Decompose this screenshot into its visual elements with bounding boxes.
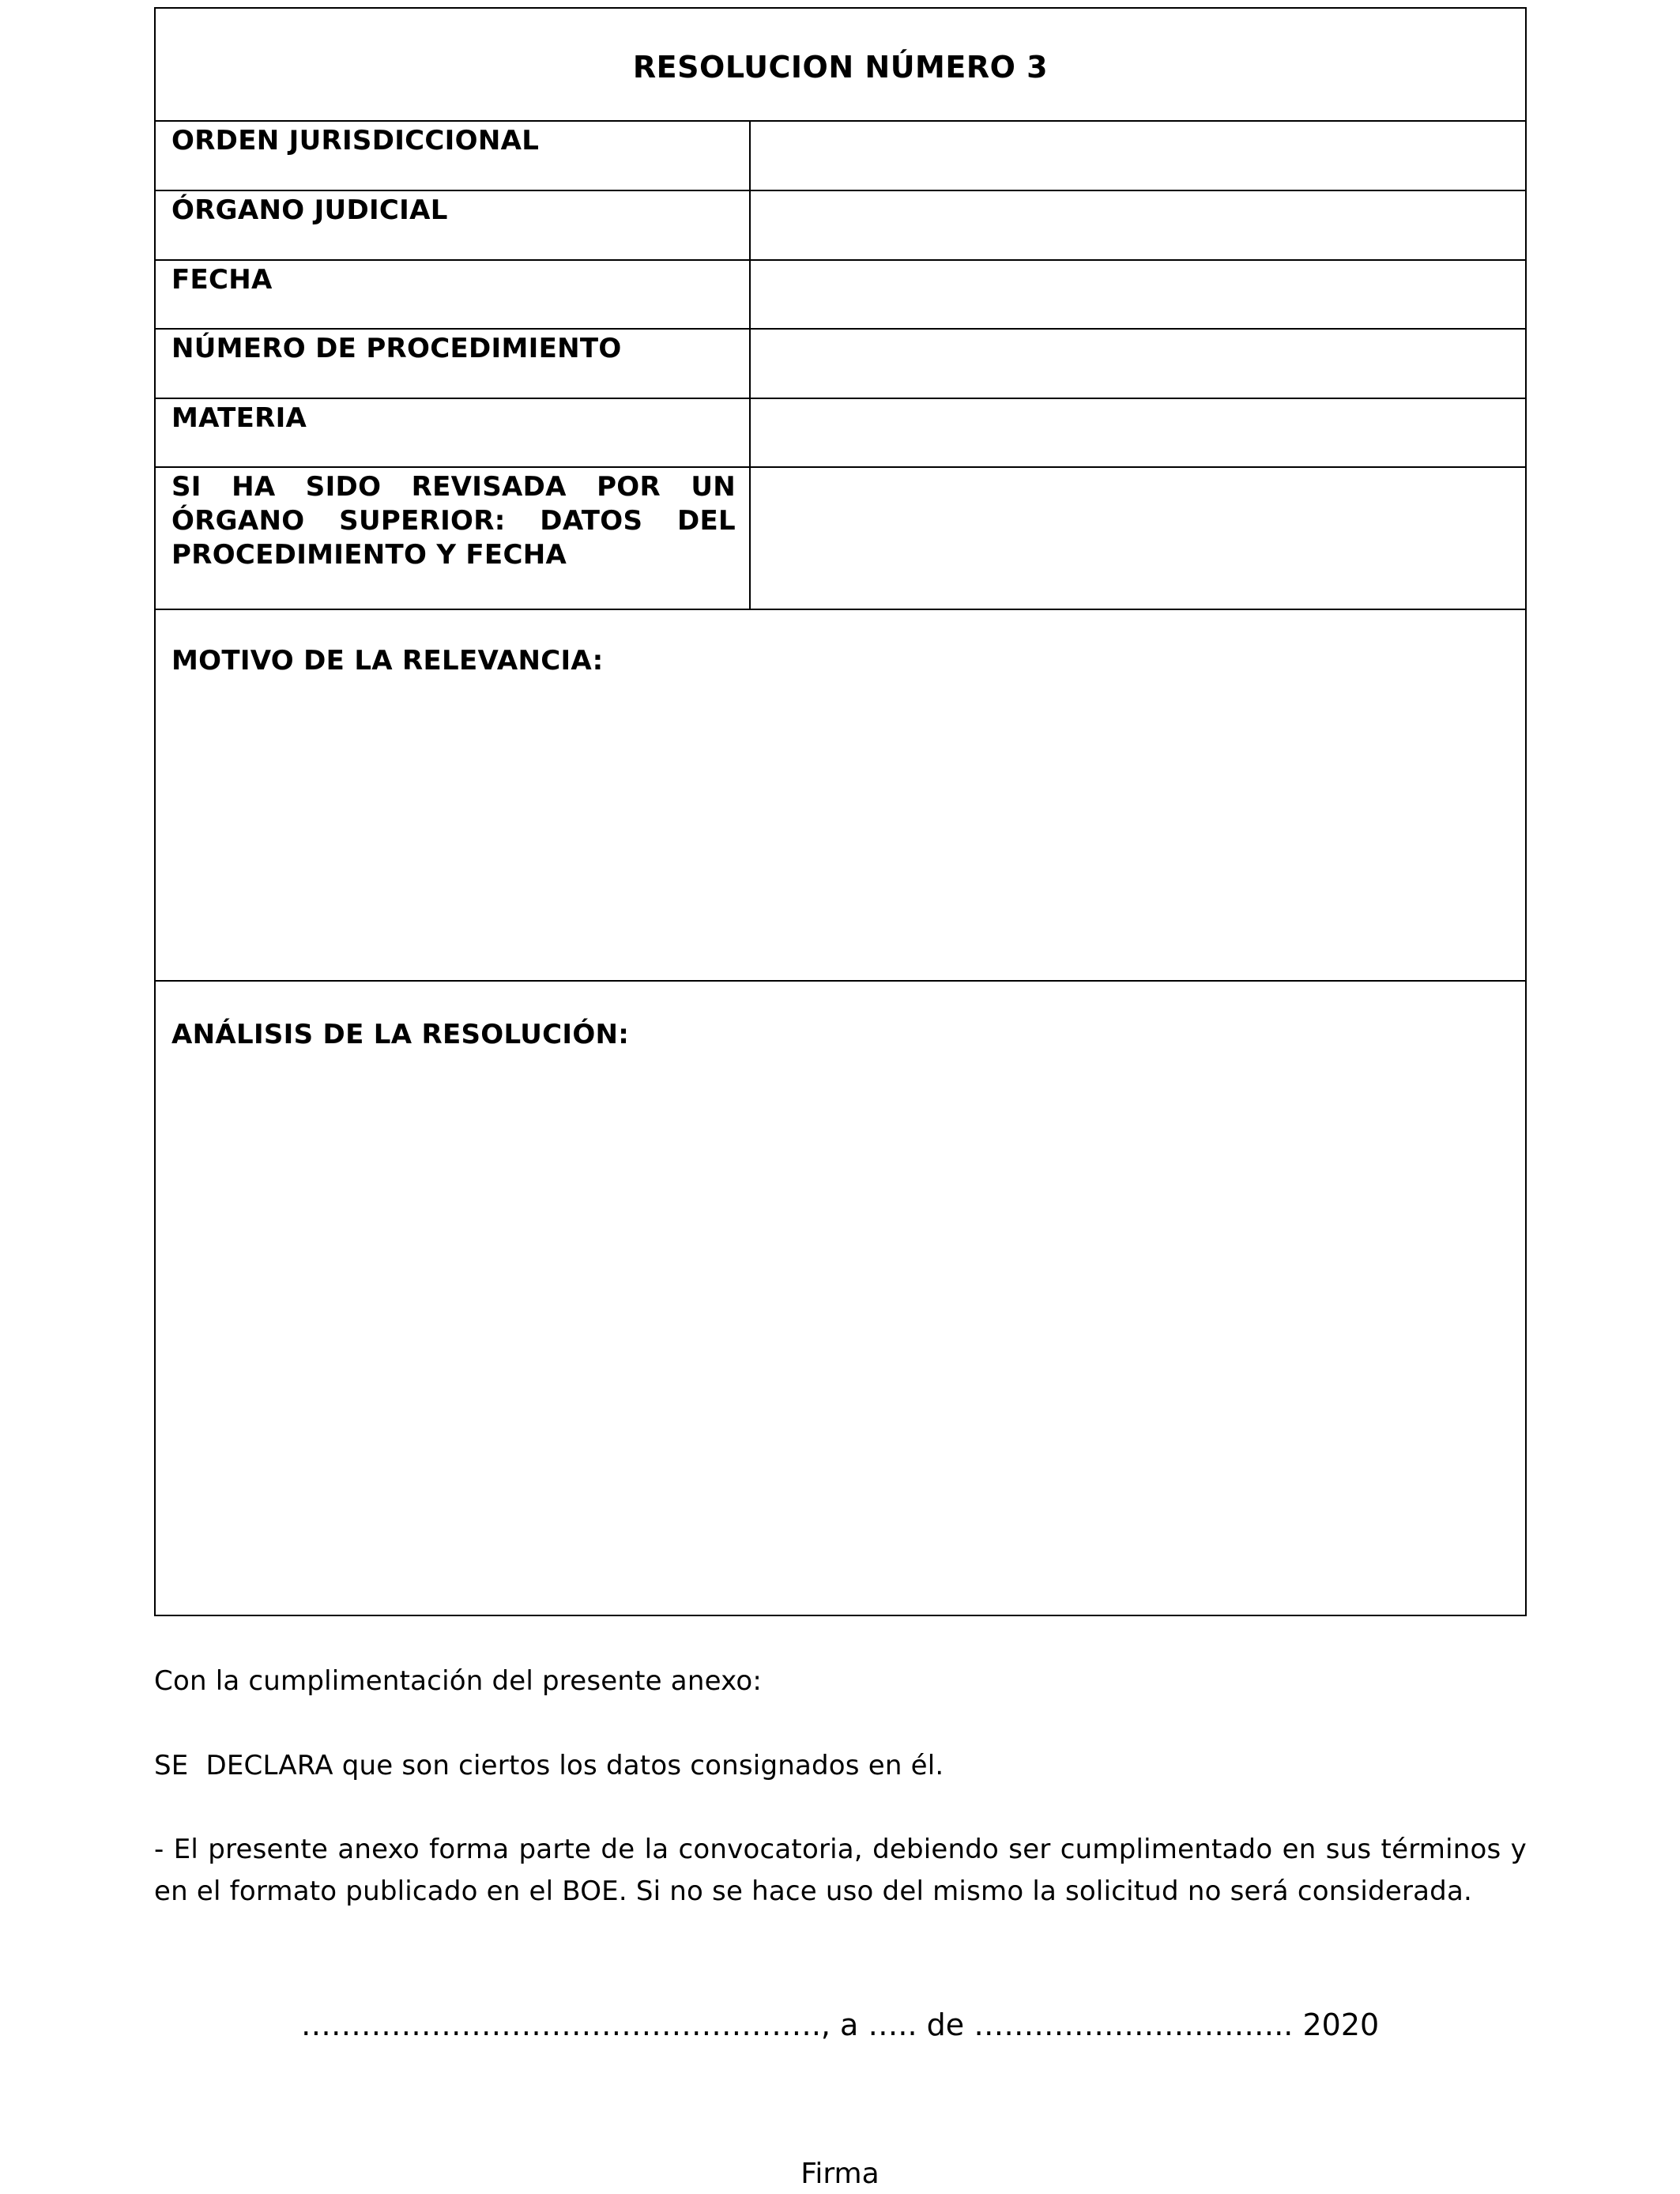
field-value-numero[interactable] [751,330,1525,398]
field-label-materia: MATERIA [171,402,307,434]
analisis-field[interactable] [171,1064,1507,1601]
field-label-fecha: FECHA [171,264,273,296]
resolution-form [154,7,1527,1616]
field-label-orden: ORDEN JURISDICCIONAL [171,125,540,156]
motivo-label: MOTIVO DE LA RELEVANCIA: [171,645,604,677]
field-value-orden[interactable] [751,122,1525,190]
field-label-organo: ÓRGANO JUDICIAL [171,194,448,226]
date-place-line: ……………………………………………., a ….. de ………………………….. 2020 [300,2007,1380,2042]
declaration-intro: Con la cumplimentación del presente anexo: [154,1665,763,1697]
divider [156,609,1525,610]
field-label-revisada: SI HA SIDO REVISADA POR UN ÓRGANO SUPERIOR: DATOS DEL PROCEDIMIENTO Y FECHA [171,471,736,571]
field-label-numero: NÚMERO DE PROCEDIMIENTO [171,333,622,364]
field-value-fecha[interactable] [751,261,1525,329]
motivo-field[interactable] [171,688,1507,973]
divider [156,980,1525,982]
field-value-organo[interactable] [751,191,1525,259]
analisis-label: ANÁLISIS DE LA RESOLUCIÓN: [171,1019,630,1050]
declaration-note: - El presente anexo forma parte de la convocatoria, debiendo ser cumplimentado en sus términos y en el formato publicado en el BOE. Si no se hace uso del mismo la solicitud no será considerada. [154,1834,1527,1907]
signature-label: Firma [800,2158,880,2190]
field-value-materia[interactable] [751,399,1525,467]
declaration-statement: SE DECLARA que son ciertos los datos consignados en él. [154,1750,944,1781]
form-title: RESOLUCION NÚMERO 3 [632,50,1049,85]
field-value-revisada[interactable] [751,468,1525,609]
